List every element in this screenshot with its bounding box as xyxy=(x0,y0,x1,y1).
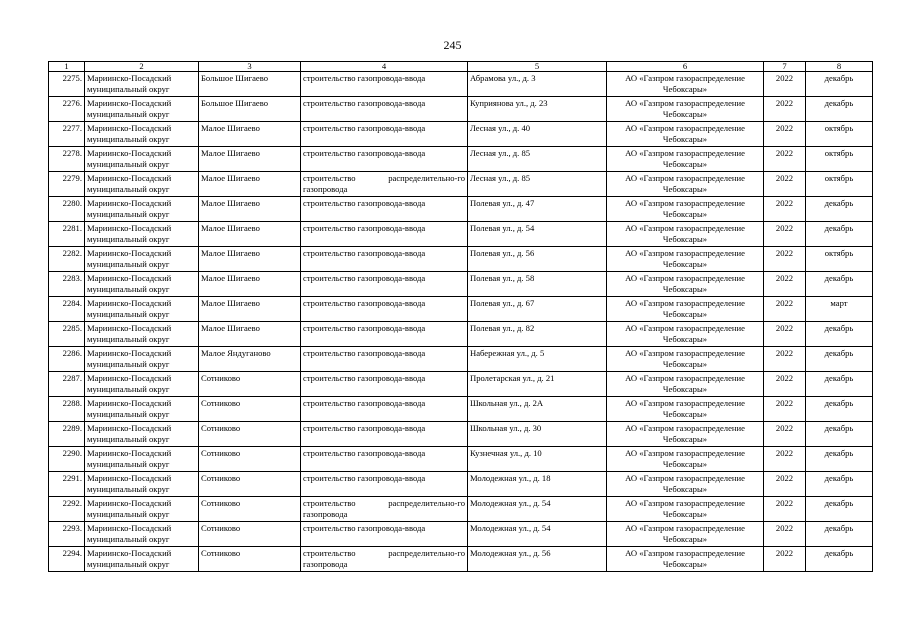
address-cell: Школьная ул., д. 2А xyxy=(468,397,607,422)
row-number: 2281. xyxy=(49,222,85,247)
table-row xyxy=(49,472,873,497)
table-row xyxy=(49,72,873,97)
organization-cell: АО «Газпром газораспределение Чебоксары» xyxy=(607,147,764,172)
object-cell: строительство газопровода-ввода xyxy=(301,447,468,472)
settlement-cell: Малое Шигаево xyxy=(199,197,301,222)
settlement-cell: Сотниково xyxy=(199,547,301,572)
year-cell: 2022 xyxy=(764,72,806,97)
organization-cell: АО «Газпром газораспределение Чебоксары» xyxy=(607,222,764,247)
object-cell: строительство распределительно-го газопровода xyxy=(301,547,468,572)
year-cell: 2022 xyxy=(764,322,806,347)
table-row xyxy=(49,322,873,347)
settlement-cell: Большое Шигаево xyxy=(199,72,301,97)
year-cell: 2022 xyxy=(764,147,806,172)
month-cell: декабрь xyxy=(806,347,873,372)
table-row xyxy=(49,372,873,397)
address-cell: Набережная ул., д. 5 xyxy=(468,347,607,372)
district-cell: Мариинско-Посадский муниципальный округ xyxy=(85,547,199,572)
row-number: 2291. xyxy=(49,472,85,497)
year-cell: 2022 xyxy=(764,297,806,322)
object-cell: строительство газопровода-ввода xyxy=(301,422,468,447)
row-number: 2288. xyxy=(49,397,85,422)
address-cell: Кузнечная ул., д. 10 xyxy=(468,447,607,472)
column-header: 7 xyxy=(764,62,806,72)
organization-cell: АО «Газпром газораспределение Чебоксары» xyxy=(607,472,764,497)
address-cell: Молодежная ул., д. 54 xyxy=(468,522,607,547)
row-number: 2285. xyxy=(49,322,85,347)
column-header: 5 xyxy=(468,62,607,72)
address-cell: Лесная ул., д. 85 xyxy=(468,147,607,172)
address-cell: Полевая ул., д. 54 xyxy=(468,222,607,247)
object-cell: строительство газопровода-ввода xyxy=(301,122,468,147)
organization-cell: АО «Газпром газораспределение Чебоксары» xyxy=(607,497,764,522)
object-cell: строительство газопровода-ввода xyxy=(301,322,468,347)
month-cell: декабрь xyxy=(806,472,873,497)
table-row xyxy=(49,97,873,122)
district-cell: Мариинско-Посадский муниципальный округ xyxy=(85,97,199,122)
settlement-cell: Малое Шигаево xyxy=(199,122,301,147)
row-number: 2275. xyxy=(49,72,85,97)
organization-cell: АО «Газпром газораспределение Чебоксары» xyxy=(607,397,764,422)
row-number: 2282. xyxy=(49,247,85,272)
organization-cell: АО «Газпром газораспределение Чебоксары» xyxy=(607,422,764,447)
row-number: 2287. xyxy=(49,372,85,397)
district-cell: Мариинско-Посадский муниципальный округ xyxy=(85,522,199,547)
organization-cell: АО «Газпром газораспределение Чебоксары» xyxy=(607,547,764,572)
settlement-cell: Малое Яндуганово xyxy=(199,347,301,372)
address-cell: Полевая ул., д. 56 xyxy=(468,247,607,272)
settlement-cell: Сотниково xyxy=(199,447,301,472)
row-number: 2290. xyxy=(49,447,85,472)
address-cell: Полевая ул., д. 67 xyxy=(468,297,607,322)
table-row xyxy=(49,397,873,422)
organization-cell: АО «Газпром газораспределение Чебоксары» xyxy=(607,322,764,347)
organization-cell: АО «Газпром газораспределение Чебоксары» xyxy=(607,372,764,397)
row-number: 2294. xyxy=(49,547,85,572)
settlement-cell: Сотниково xyxy=(199,397,301,422)
address-cell: Молодежная ул., д. 54 xyxy=(468,497,607,522)
object-cell: строительство газопровода-ввода xyxy=(301,72,468,97)
column-header: 1 xyxy=(49,62,85,72)
organization-cell: АО «Газпром газораспределение Чебоксары» xyxy=(607,122,764,147)
object-cell: строительство газопровода-ввода xyxy=(301,247,468,272)
settlement-cell: Сотниково xyxy=(199,522,301,547)
year-cell: 2022 xyxy=(764,522,806,547)
district-cell: Мариинско-Посадский муниципальный округ xyxy=(85,497,199,522)
settlement-cell: Малое Шигаево xyxy=(199,172,301,197)
year-cell: 2022 xyxy=(764,172,806,197)
row-number: 2289. xyxy=(49,422,85,447)
table-row xyxy=(49,172,873,197)
month-cell: март xyxy=(806,297,873,322)
object-cell: строительство газопровода-ввода xyxy=(301,297,468,322)
district-cell: Мариинско-Посадский муниципальный округ xyxy=(85,147,199,172)
settlement-cell: Сотниково xyxy=(199,372,301,397)
settlement-cell: Малое Шигаево xyxy=(199,247,301,272)
year-cell: 2022 xyxy=(764,447,806,472)
settlement-cell: Сотниково xyxy=(199,422,301,447)
table-row xyxy=(49,522,873,547)
month-cell: октябрь xyxy=(806,122,873,147)
address-cell: Куприянова ул., д. 23 xyxy=(468,97,607,122)
table-row xyxy=(49,197,873,222)
object-cell: строительство газопровода-ввода xyxy=(301,147,468,172)
object-cell: строительство газопровода-ввода xyxy=(301,272,468,297)
object-cell: строительство распределительно-го газопровода xyxy=(301,497,468,522)
district-cell: Мариинско-Посадский муниципальный округ xyxy=(85,447,199,472)
settlement-cell: Малое Шигаево xyxy=(199,297,301,322)
address-cell: Школьная ул., д. 30 xyxy=(468,422,607,447)
year-cell: 2022 xyxy=(764,222,806,247)
address-cell: Молодежная ул., д. 18 xyxy=(468,472,607,497)
address-cell: Абрамова ул., д. 3 xyxy=(468,72,607,97)
column-header: 2 xyxy=(85,62,199,72)
organization-cell: АО «Газпром газораспределение Чебоксары» xyxy=(607,247,764,272)
organization-cell: АО «Газпром газораспределение Чебоксары» xyxy=(607,297,764,322)
year-cell: 2022 xyxy=(764,272,806,297)
object-cell: строительство газопровода-ввода xyxy=(301,472,468,497)
object-cell: строительство газопровода-ввода xyxy=(301,197,468,222)
month-cell: декабрь xyxy=(806,72,873,97)
column-header: 3 xyxy=(199,62,301,72)
settlement-cell: Сотниково xyxy=(199,497,301,522)
table-row xyxy=(49,422,873,447)
row-number: 2293. xyxy=(49,522,85,547)
table-row xyxy=(49,122,873,147)
column-header: 8 xyxy=(806,62,873,72)
year-cell: 2022 xyxy=(764,97,806,122)
district-cell: Мариинско-Посадский муниципальный округ xyxy=(85,72,199,97)
district-cell: Мариинско-Посадский муниципальный округ xyxy=(85,347,199,372)
organization-cell: АО «Газпром газораспределение Чебоксары» xyxy=(607,522,764,547)
year-cell: 2022 xyxy=(764,247,806,272)
row-number: 2292. xyxy=(49,497,85,522)
object-cell: строительство газопровода-ввода xyxy=(301,347,468,372)
object-cell: строительство газопровода-ввода xyxy=(301,97,468,122)
column-header: 4 xyxy=(301,62,468,72)
organization-cell: АО «Газпром газораспределение Чебоксары» xyxy=(607,172,764,197)
organization-cell: АО «Газпром газораспределение Чебоксары» xyxy=(607,347,764,372)
table-body xyxy=(49,72,873,572)
month-cell: декабрь xyxy=(806,422,873,447)
year-cell: 2022 xyxy=(764,122,806,147)
month-cell: декабрь xyxy=(806,97,873,122)
address-cell: Полевая ул., д. 82 xyxy=(468,322,607,347)
district-cell: Мариинско-Посадский муниципальный округ xyxy=(85,172,199,197)
row-number: 2276. xyxy=(49,97,85,122)
object-cell: строительство газопровода-ввода xyxy=(301,372,468,397)
address-cell: Лесная ул., д. 40 xyxy=(468,122,607,147)
year-cell: 2022 xyxy=(764,547,806,572)
table-row xyxy=(49,547,873,572)
organization-cell: АО «Газпром газораспределение Чебоксары» xyxy=(607,447,764,472)
month-cell: декабрь xyxy=(806,447,873,472)
settlement-cell: Малое Шигаево xyxy=(199,272,301,297)
row-number: 2286. xyxy=(49,347,85,372)
month-cell: декабрь xyxy=(806,322,873,347)
month-cell: декабрь xyxy=(806,522,873,547)
object-cell: строительство газопровода-ввода xyxy=(301,397,468,422)
organization-cell: АО «Газпром газораспределение Чебоксары» xyxy=(607,97,764,122)
month-cell: декабрь xyxy=(806,197,873,222)
table-row xyxy=(49,447,873,472)
year-cell: 2022 xyxy=(764,422,806,447)
settlement-cell: Сотниково xyxy=(199,472,301,497)
row-number: 2284. xyxy=(49,297,85,322)
district-cell: Мариинско-Посадский муниципальный округ xyxy=(85,122,199,147)
table-row xyxy=(49,147,873,172)
address-cell: Молодежная ул., д. 56 xyxy=(468,547,607,572)
month-cell: декабрь xyxy=(806,372,873,397)
year-cell: 2022 xyxy=(764,197,806,222)
year-cell: 2022 xyxy=(764,497,806,522)
month-cell: декабрь xyxy=(806,497,873,522)
row-number: 2283. xyxy=(49,272,85,297)
gasification-table xyxy=(48,61,873,572)
column-header: 6 xyxy=(607,62,764,72)
settlement-cell: Малое Шигаево xyxy=(199,222,301,247)
row-number: 2279. xyxy=(49,172,85,197)
settlement-cell: Малое Шигаево xyxy=(199,322,301,347)
year-cell: 2022 xyxy=(764,397,806,422)
organization-cell: АО «Газпром газораспределение Чебоксары» xyxy=(607,197,764,222)
month-cell: октябрь xyxy=(806,172,873,197)
district-cell: Мариинско-Посадский муниципальный округ xyxy=(85,297,199,322)
year-cell: 2022 xyxy=(764,472,806,497)
address-cell: Полевая ул., д. 47 xyxy=(468,197,607,222)
month-cell: декабрь xyxy=(806,222,873,247)
district-cell: Мариинско-Посадский муниципальный округ xyxy=(85,222,199,247)
settlement-cell: Малое Шигаево xyxy=(199,147,301,172)
table-row xyxy=(49,497,873,522)
district-cell: Мариинско-Посадский муниципальный округ xyxy=(85,197,199,222)
year-cell: 2022 xyxy=(764,372,806,397)
month-cell: октябрь xyxy=(806,247,873,272)
district-cell: Мариинско-Посадский муниципальный округ xyxy=(85,372,199,397)
object-cell: строительство газопровода-ввода xyxy=(301,522,468,547)
month-cell: декабрь xyxy=(806,397,873,422)
settlement-cell: Большое Шигаево xyxy=(199,97,301,122)
address-cell: Пролетарская ул., д. 21 xyxy=(468,372,607,397)
district-cell: Мариинско-Посадский муниципальный округ xyxy=(85,247,199,272)
table-row xyxy=(49,297,873,322)
table-row xyxy=(49,272,873,297)
address-cell: Лесная ул., д. 85 xyxy=(468,172,607,197)
row-number: 2277. xyxy=(49,122,85,147)
district-cell: Мариинско-Посадский муниципальный округ xyxy=(85,422,199,447)
organization-cell: АО «Газпром газораспределение Чебоксары» xyxy=(607,272,764,297)
header-row xyxy=(49,62,873,72)
district-cell: Мариинско-Посадский муниципальный округ xyxy=(85,272,199,297)
object-cell: строительство газопровода-ввода xyxy=(301,222,468,247)
year-cell: 2022 xyxy=(764,347,806,372)
month-cell: декабрь xyxy=(806,547,873,572)
table-row xyxy=(49,222,873,247)
page-number: 245 xyxy=(443,38,462,52)
table-row xyxy=(49,347,873,372)
district-cell: Мариинско-Посадский муниципальный округ xyxy=(85,322,199,347)
address-cell: Полевая ул., д. 58 xyxy=(468,272,607,297)
district-cell: Мариинско-Посадский муниципальный округ xyxy=(85,397,199,422)
table-row xyxy=(49,247,873,272)
object-cell: строительство распределительно-го газопровода xyxy=(301,172,468,197)
month-cell: октябрь xyxy=(806,147,873,172)
month-cell: декабрь xyxy=(806,272,873,297)
district-cell: Мариинско-Посадский муниципальный округ xyxy=(85,472,199,497)
row-number: 2278. xyxy=(49,147,85,172)
row-number: 2280. xyxy=(49,197,85,222)
organization-cell: АО «Газпром газораспределение Чебоксары» xyxy=(607,72,764,97)
